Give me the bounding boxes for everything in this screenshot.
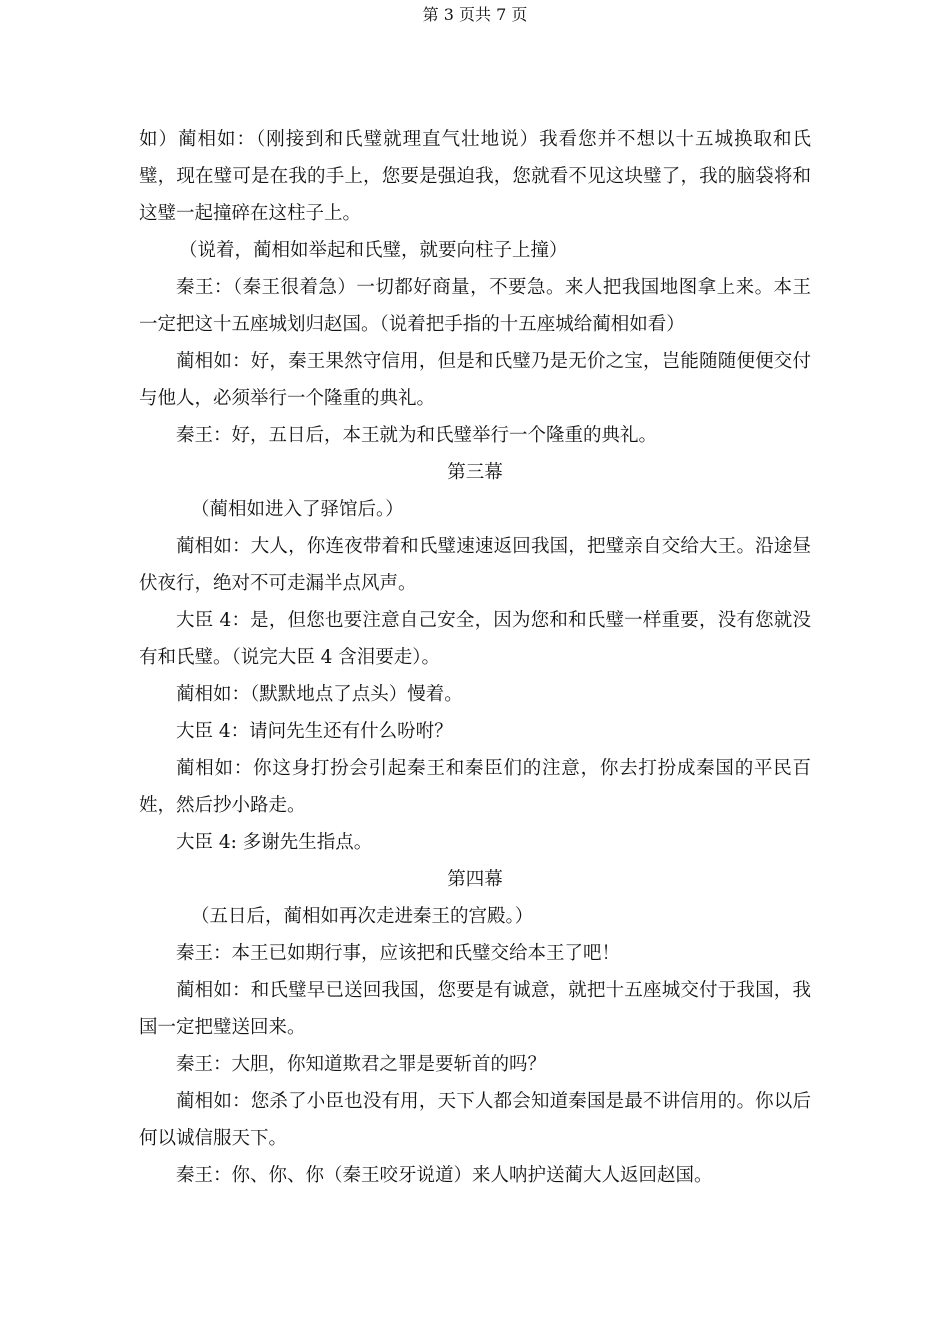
paragraph-lin-returned: 蔺相如：和氏璧早已送回我国，您要是有诚意，就把十五座城交付于我国，我国一定把璧送回来。 [139, 980, 811, 1038]
stage-direction-raise-jade: （说着，蔺相如举起和氏璧，就要向柱子上撞） [179, 240, 568, 261]
script-body [139, 121, 811, 1194]
paragraph-minister-reply: 大臣 4：是，但您也要注意自己安全，因为您和和氏璧一样重要，没有您就没有和氏璧。（说完大臣 4 含泪要走）。 [139, 610, 811, 668]
paragraph-lin-wait: 蔺相如：（默默地点了点头）慢着。 [176, 684, 463, 705]
paragraph-lin-send-back: 蔺相如：大人，你连夜带着和氏璧速速返回我国，把璧亲自交给大王。沿途昼伏夜行，绝对不可走漏半点风声。 [139, 536, 811, 594]
paragraph-qin-king-map: 秦王：（秦王很着急）一切都好商量，不要急。来人把我国地图拿上来。本王一定把这十五座城划归赵国。（说着把手指的十五座城给蔺相如看） [139, 277, 811, 335]
paragraph-lin-trust: 蔺相如：您杀了小臣也没有用，天下人都会知道秦国是最不讲信用的。你以后何以诚信服天下。 [139, 1091, 811, 1149]
act-three-heading: 第三幕 [447, 462, 503, 483]
paragraph-minister-ask: 大臣 4：请问先生还有什么吩咐？ [176, 721, 453, 742]
act-four-heading: 第四幕 [447, 869, 503, 890]
page-number-header: 第 3 页共 7 页 [422, 5, 528, 24]
paragraph-lin-ceremony: 蔺相如：好，秦王果然守信用，但是和氏璧乃是无价之宝，岂能随随便便交付与他人，必须举行一个隆重的典礼。 [139, 351, 811, 409]
paragraph-qin-king-five-days: 秦王：好，五日后，本王就为和氏璧举行一个隆重的典礼。 [176, 425, 658, 446]
stage-direction-palace: （五日后，蔺相如再次走进秦王的宫殿。） [191, 906, 534, 927]
paragraph-qin-king-threat: 秦王：大胆，你知道欺君之罪是要斩首的吗？ [176, 1054, 547, 1075]
paragraph-qin-king-demand: 秦王：本王已如期行事，应该把和氏璧交给本王了吧！ [176, 943, 621, 964]
stage-direction-inn: （蔺相如进入了驿馆后。） [191, 499, 404, 520]
paragraph-lin-disguise: 蔺相如：你这身打扮会引起秦王和秦臣们的注意，你去打扮成秦国的平民百姓，然后抄小路走。 [139, 758, 811, 816]
paragraph-qin-king-release: 秦王：你、你、你（秦王咬牙说道）来人呐护送蔺大人返回赵国。 [176, 1165, 713, 1186]
paragraph-lin-smash-threat: 如）蔺相如：（刚接到和氏璧就理直气壮地说）我看您并不想以十五城换取和氏璧，现在璧可是在我的手上，您要是强迫我，您就看不见这块璧了，我的脑袋将和这璧一起撞碎在这柱子上。 [139, 129, 811, 224]
paragraph-minister-thanks: 大臣 4: 多谢先生指点。 [176, 832, 373, 853]
